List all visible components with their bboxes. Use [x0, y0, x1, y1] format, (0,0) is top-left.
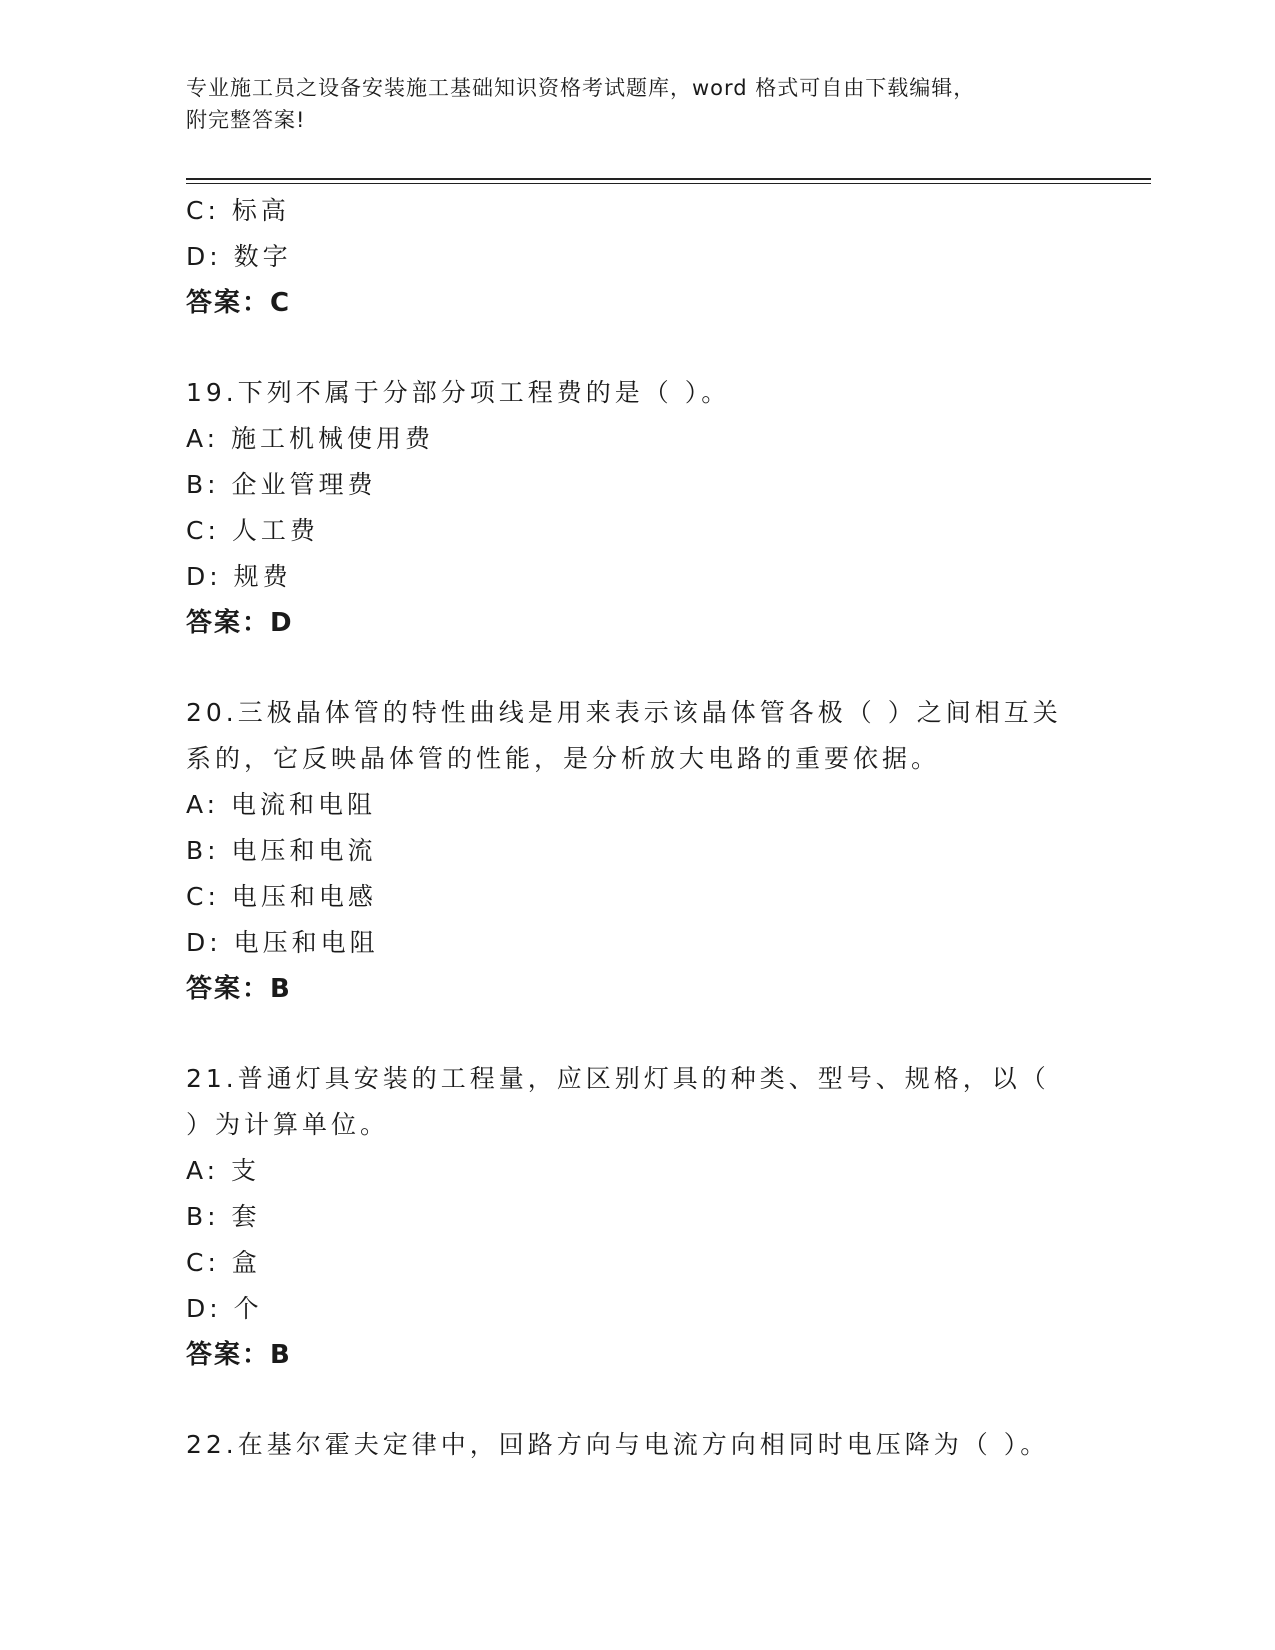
option-c: C: 电压和电感 — [186, 882, 377, 911]
option-b: B: 企业管理费 — [186, 470, 377, 499]
option-d: D: 个 — [186, 1294, 263, 1323]
option-c: C: 人工费 — [186, 516, 319, 545]
question-18-tail — [186, 188, 1066, 326]
question-19 — [186, 370, 1066, 646]
option-a: A: 电流和电阻 — [186, 790, 377, 819]
option-c: C: 标高 — [186, 196, 290, 225]
header-divider-thin — [186, 183, 1151, 184]
question-21 — [186, 1056, 1066, 1378]
answer: 答案：B — [186, 974, 292, 1004]
option-a: A: 支 — [186, 1156, 261, 1185]
question-22 — [186, 1422, 1066, 1468]
answer: 答案：B — [186, 1340, 292, 1370]
document-header — [186, 72, 1086, 136]
option-a: A: 施工机械使用费 — [186, 424, 435, 453]
option-d: D: 电压和电阻 — [186, 928, 379, 957]
question-text-line-2: ）为计算单位。 — [186, 1110, 390, 1139]
question-text: 22.在基尔霍夫定律中，回路方向与电流方向相同时电压降为（ ）。 — [186, 1430, 1050, 1459]
question-text-line-1: 20.三极晶体管的特性曲线是用来表示该晶体管各极（ ）之间相互关 — [186, 698, 1062, 727]
question-text: 19.下列不属于分部分项工程费的是（ ）。 — [186, 378, 731, 407]
header-line-2: 附完整答案! — [186, 108, 306, 132]
option-c: C: 盒 — [186, 1248, 261, 1277]
option-b: B: 电压和电流 — [186, 836, 377, 865]
header-divider-thick — [186, 178, 1151, 180]
option-b: B: 套 — [186, 1202, 261, 1231]
spacer — [186, 1012, 1066, 1056]
spacer — [186, 326, 1066, 370]
question-20 — [186, 690, 1066, 1012]
header-line-1: 专业施工员之设备安装施工基础知识资格考试题库，word 格式可自由下载编辑， — [186, 76, 976, 100]
question-text-line-2: 系的，它反映晶体管的性能，是分析放大电路的重要依据。 — [186, 744, 941, 773]
question-text-line-1: 21.普通灯具安装的工程量，应区别灯具的种类、型号、规格，以（ — [186, 1064, 1050, 1093]
option-d: D: 数字 — [186, 242, 292, 271]
answer: 答案：D — [186, 608, 294, 638]
question-list — [186, 188, 1066, 1468]
option-d: D: 规费 — [186, 562, 292, 591]
spacer — [186, 646, 1066, 690]
spacer — [186, 1378, 1066, 1422]
answer: 答案：C — [186, 288, 292, 318]
